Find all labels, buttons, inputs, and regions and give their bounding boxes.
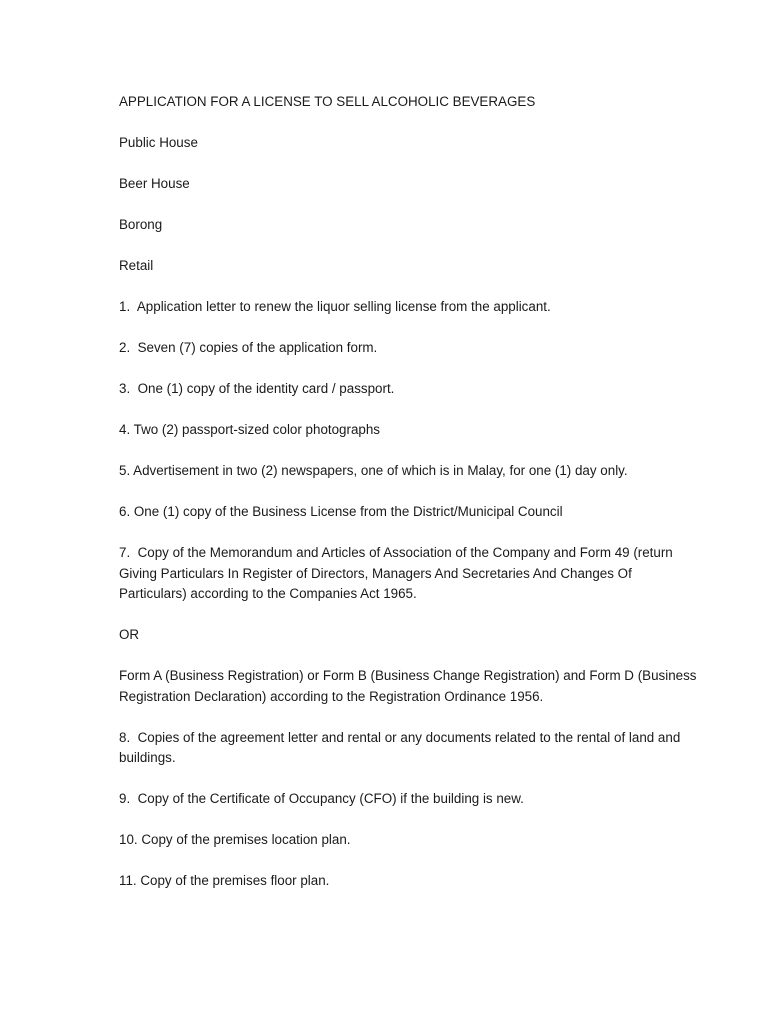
requirement-7: 7. Copy of the Memorandum and Articles of Association of the Company and Form 49 (return Giving Particulars In Register of Directors, Managers And Secretaries And Changes Of Particulars) according to the Companies Act 1965.: [119, 545, 677, 601]
requirement-10: 10. Copy of the premises location plan.: [119, 832, 351, 847]
requirement-4: 4. Two (2) passport-sized color photographs: [119, 422, 381, 437]
license-type-public-house: Public House: [119, 135, 198, 150]
or-label: OR: [119, 627, 140, 642]
requirement-8: 8. Copies of the agreement letter and rental or any documents related to the rental of land and buildings.: [119, 729, 685, 765]
license-type-borong: Borong: [119, 217, 163, 232]
document-page: [119, 92, 699, 912]
document-title: APPLICATION FOR A LICENSE TO SELL ALCOHOLIC BEVERAGES: [119, 94, 536, 109]
requirement-3: 3. One (1) copy of the identity card / passport.: [119, 381, 395, 396]
license-type-retail: Retail: [119, 258, 154, 273]
requirement-6: 6. One (1) copy of the Business License from the District/Municipal Council: [119, 504, 563, 519]
requirement-11: 11. Copy of the premises floor plan.: [119, 873, 330, 888]
requirement-5: 5. Advertisement in two (2) newspapers, one of which is in Malay, for one (1) day only.: [119, 463, 628, 478]
alternative-requirement: Form A (Business Registration) or Form B (Business Change Registration) and Form D (Business Registration Declaration) according to the Registration Ordinance 1956.: [119, 668, 701, 704]
requirement-1: 1. Application letter to renew the liquor selling license from the applicant.: [119, 299, 551, 314]
requirement-9: 9. Copy of the Certificate of Occupancy (CFO) if the building is new.: [119, 791, 524, 806]
license-type-beer-house: Beer House: [119, 176, 190, 191]
requirement-2: 2. Seven (7) copies of the application form.: [119, 340, 378, 355]
